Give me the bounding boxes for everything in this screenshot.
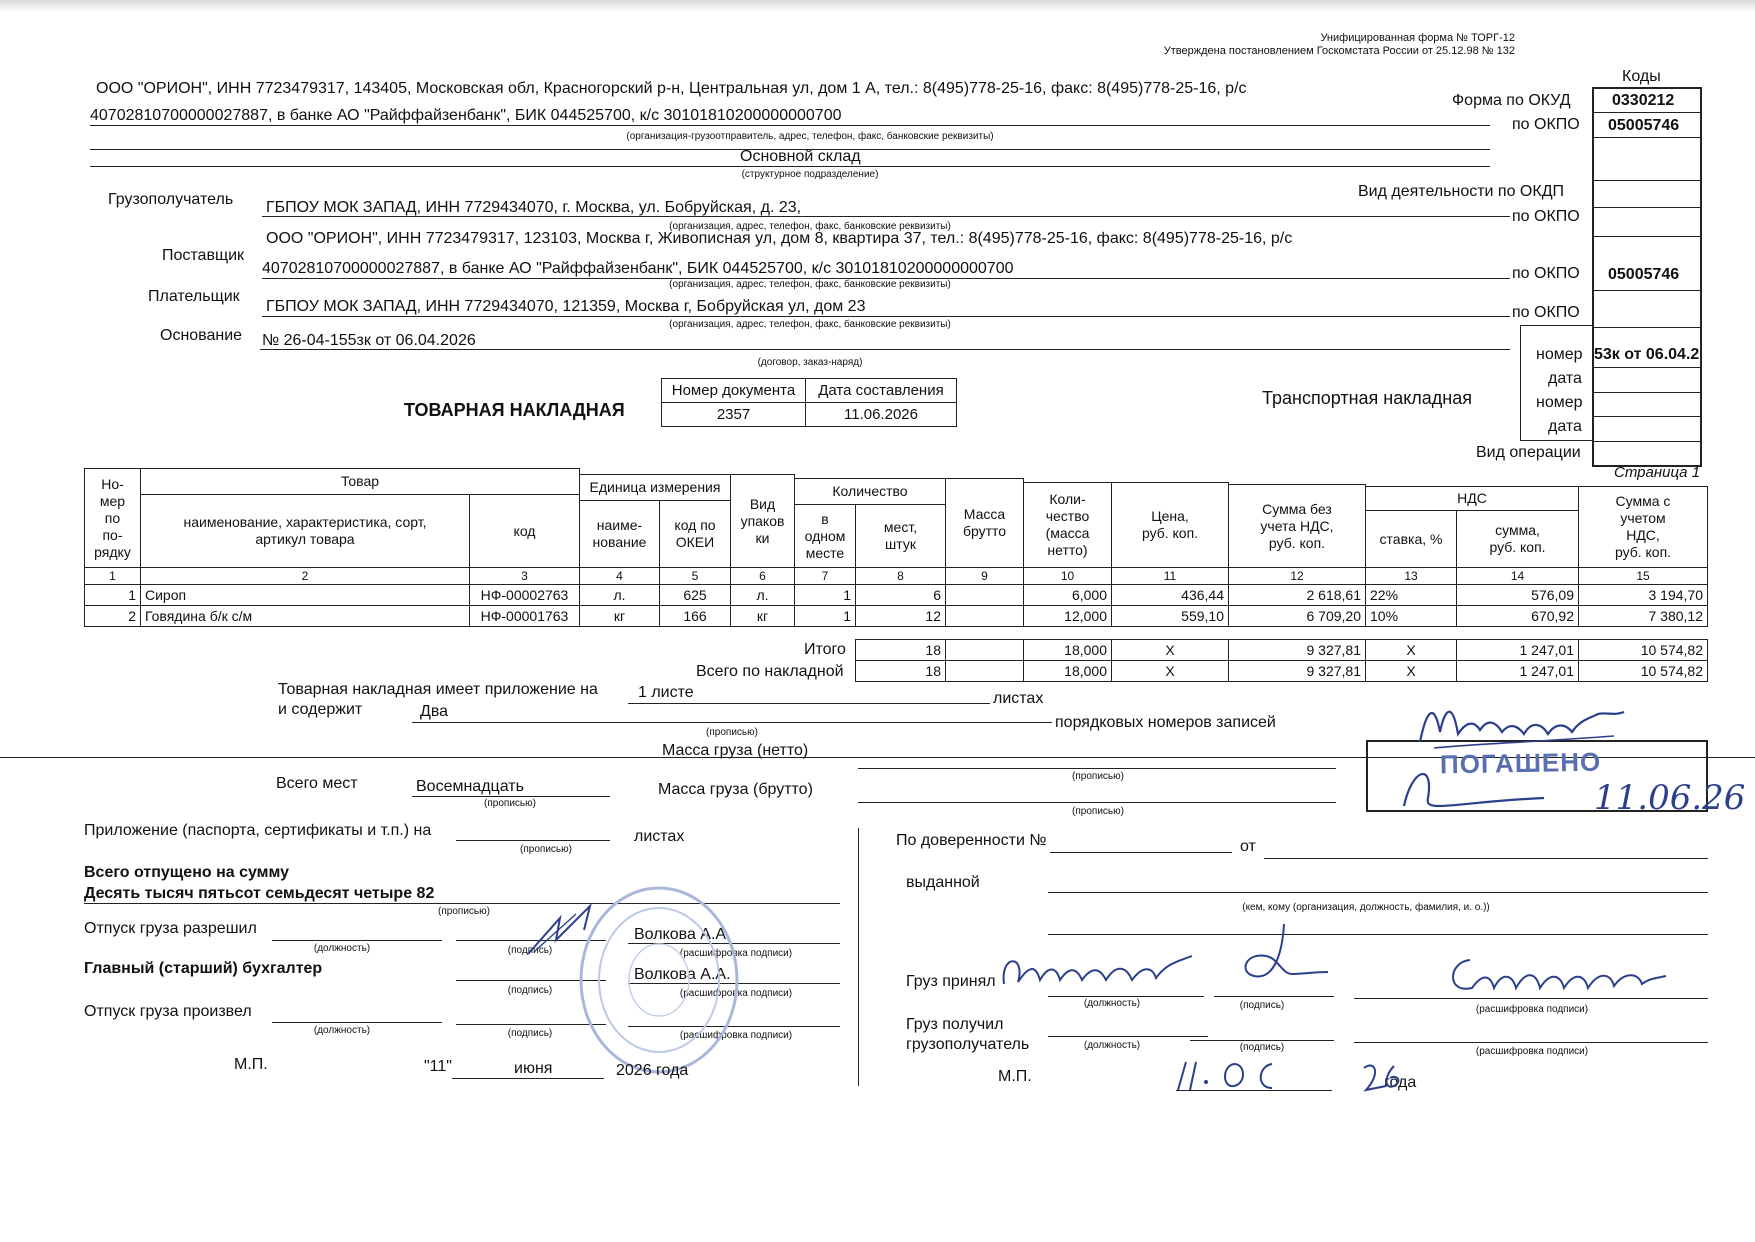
received-label-1: Груз получил bbox=[906, 1016, 1004, 1033]
colnum-13: 13 bbox=[1365, 567, 1457, 585]
cap-signature-3: (подпись) bbox=[507, 1028, 553, 1039]
colnum-3: 3 bbox=[469, 567, 580, 585]
cell-price: 559,10 bbox=[1111, 605, 1229, 627]
propisyu-caption-5: (прописью) bbox=[520, 844, 572, 855]
cell-vat-rate: 10% bbox=[1365, 605, 1457, 627]
number-label-1: номер bbox=[1536, 346, 1583, 363]
th-net: Коли- чество (масса нетто) bbox=[1023, 482, 1112, 568]
propisyu-caption-3: (прописью) bbox=[1072, 771, 1124, 782]
attach-text: Товарная накладная имеет приложение на bbox=[278, 681, 598, 698]
colnum-5: 5 bbox=[659, 567, 731, 585]
codes-header: Коды bbox=[1622, 68, 1661, 85]
okud-value: 0330212 bbox=[1612, 92, 1675, 109]
operation-label: Вид операции bbox=[1476, 444, 1581, 461]
attach-unit: листах bbox=[993, 690, 1044, 707]
itogo-vat: 1 247,01 bbox=[1456, 639, 1579, 661]
cell-total: 7 380,12 bbox=[1578, 605, 1708, 627]
th-vat-rate: ставка, % bbox=[1365, 510, 1457, 568]
vsego-vat: 1 247,01 bbox=[1456, 660, 1579, 682]
supplier-caption: (организация, адрес, телефон, факс, банковские реквизиты) bbox=[669, 279, 951, 290]
itogo-gross bbox=[945, 639, 1024, 661]
cap-signature-1: (подпись) bbox=[507, 945, 553, 956]
cell-sum: 2 618,61 bbox=[1228, 584, 1366, 606]
cell-pack: кг bbox=[730, 605, 795, 627]
itogo-total: 10 574,82 bbox=[1578, 639, 1708, 661]
cell-total: 3 194,70 bbox=[1578, 584, 1708, 606]
page-label: Страница 1 bbox=[1614, 464, 1701, 481]
supplier-line2: 40702810700000027887, в банке АО "Райффайзенбанк", БИК 044525700, к/с 30101810200000000700 bbox=[262, 260, 1014, 277]
signature-accepted-icon bbox=[1232, 918, 1332, 998]
handwritten-date2-icon bbox=[1168, 1056, 1408, 1096]
attach-value: 1 листе bbox=[638, 684, 694, 701]
date-month: июня bbox=[514, 1060, 553, 1077]
vsego-gross bbox=[945, 660, 1024, 682]
cell-unit: л. bbox=[579, 584, 660, 606]
cap-signature-5: (подпись) bbox=[1239, 1042, 1285, 1053]
itogo-net: 18,000 bbox=[1023, 639, 1112, 661]
th-pack: Вид упаков ки bbox=[730, 474, 795, 568]
cap-position-4: (должность) bbox=[1083, 1040, 1141, 1051]
supplier-line1: ООО "ОРИОН", ИНН 7723479317, 123103, Москва г, Живописная ул, дом 8, квартира 37, тел.: 8(495)778-25-16, факс: 8(495)778-25-16, р/с bbox=[266, 230, 1293, 247]
from-label: от bbox=[1240, 838, 1256, 855]
cap-signature-4: (подпись) bbox=[1239, 1000, 1285, 1011]
vsego-sum: 9 327,81 bbox=[1228, 660, 1366, 682]
itogo-price: X bbox=[1111, 639, 1229, 661]
signature-icon bbox=[1414, 692, 1629, 756]
okpo-shipper-value: 05005746 bbox=[1608, 117, 1680, 134]
vsego-label: Всего по накладной bbox=[696, 663, 844, 680]
department-caption: (структурное подразделение) bbox=[741, 169, 879, 180]
cap-position-3: (должность) bbox=[1083, 998, 1141, 1009]
shipper-line2: 40702810700000027887, в банке АО "Райффайзенбанк", БИК 044525700, к/с 30101810200000000700 bbox=[90, 107, 842, 124]
cell-okei: 625 bbox=[659, 584, 731, 606]
date-day: "11" bbox=[424, 1058, 452, 1075]
okud-label: Форма по ОКУД bbox=[1452, 92, 1571, 109]
colnum-4: 4 bbox=[579, 567, 660, 585]
signature-stamp-icon bbox=[1394, 758, 1554, 818]
cell-okei: 166 bbox=[659, 605, 731, 627]
issued-label: выданной bbox=[906, 874, 980, 891]
colnum-7: 7 bbox=[794, 567, 856, 585]
document-title: ТОВАРНАЯ НАКЛАДНАЯ bbox=[404, 400, 625, 420]
cell-qty-places: 6 bbox=[855, 584, 946, 606]
itogo-sum: 9 327,81 bbox=[1228, 639, 1366, 661]
okpo-label-1: по ОКПО bbox=[1512, 116, 1580, 133]
itogo-label: Итого bbox=[804, 641, 846, 658]
doc-date-header: Дата составления bbox=[805, 378, 957, 403]
cell-qty-one: 1 bbox=[794, 605, 856, 627]
net-mass-label: Масса груза (нетто) bbox=[662, 742, 809, 759]
proxy-label: По доверенности № bbox=[896, 832, 1047, 849]
payer-value: ГБПОУ МОК ЗАПАД, ИНН 7729434070, 121359, Москва г, Бобруйская ул, дом 23 bbox=[266, 298, 866, 315]
th-qty-places: мест, штук bbox=[855, 504, 946, 568]
th-qty: Количество bbox=[794, 478, 946, 505]
okpo-label-4: по ОКПО bbox=[1512, 304, 1580, 321]
itogo-places: 18 bbox=[855, 639, 946, 661]
vsego-rate: X bbox=[1365, 660, 1457, 682]
date2-tail: года bbox=[1384, 1074, 1417, 1091]
okpo-supplier-value: 05005746 bbox=[1608, 266, 1680, 283]
round-seal-icon bbox=[574, 880, 744, 1080]
th-goods-name: наименование, характеристика, сорт, артикул товара bbox=[140, 494, 470, 568]
accepted-label: Груз принял bbox=[906, 973, 996, 990]
propisyu-caption-6: (прописью) bbox=[438, 906, 490, 917]
cell-sum: 6 709,20 bbox=[1228, 605, 1366, 627]
cell-code: НФ-00001763 bbox=[469, 605, 580, 627]
colnum-2: 2 bbox=[140, 567, 470, 585]
vsego-total: 10 574,82 bbox=[1578, 660, 1708, 682]
cell-name: Сироп bbox=[140, 584, 470, 606]
cap-signature-2: (подпись) bbox=[507, 985, 553, 996]
colnum-9: 9 bbox=[945, 567, 1024, 585]
date-year: 2026 года bbox=[616, 1062, 689, 1079]
th-price: Цена, руб. коп. bbox=[1111, 482, 1229, 568]
annex-unit: листах bbox=[634, 828, 685, 845]
basis-number-value: 53к от 06.04.2 bbox=[1594, 346, 1700, 363]
cap-decipher-5: (расшифровка подписи) bbox=[1475, 1046, 1589, 1057]
release-allowed-label: Отпуск груза разрешил bbox=[84, 920, 257, 937]
cap-decipher-2: (расшифровка подписи) bbox=[679, 988, 793, 999]
places-label: Всего мест bbox=[276, 775, 358, 792]
gross-mass-label: Масса груза (брутто) bbox=[658, 781, 813, 798]
mp-label-2: М.П. bbox=[998, 1068, 1032, 1085]
cap-position-2: (должность) bbox=[313, 1025, 371, 1036]
basis-caption: (договор, заказ-наряд) bbox=[757, 357, 863, 368]
propisyu-caption-1: (прописью) bbox=[706, 727, 758, 738]
th-goods: Товар bbox=[140, 468, 580, 495]
released-sum-value: Десять тысяч пятьсот семьдесят четыре 82 bbox=[84, 885, 435, 902]
cell-gross bbox=[945, 605, 1024, 627]
contains-label: и содержит bbox=[278, 701, 363, 718]
signature-decipher-icon bbox=[1442, 948, 1672, 1004]
vsego-price: X bbox=[1111, 660, 1229, 682]
date-label-1: дата bbox=[1548, 370, 1582, 387]
cell-no: 1 bbox=[84, 584, 141, 606]
colnum-14: 14 bbox=[1456, 567, 1579, 585]
okdp-label: Вид деятельности по ОКДП bbox=[1358, 183, 1565, 200]
propisyu-caption-2: (прописью) bbox=[484, 798, 536, 809]
supplier-label: Поставщик bbox=[162, 247, 245, 264]
doc-date: 11.06.2026 bbox=[805, 402, 957, 427]
vsego-net: 18,000 bbox=[1023, 660, 1112, 682]
issued-caption: (кем, кому (организация, должность, фамилия, и. о.)) bbox=[1242, 902, 1490, 913]
mp-label-1: М.П. bbox=[234, 1056, 268, 1073]
cell-qty-one: 1 bbox=[794, 584, 856, 606]
shipper-caption: (организация-грузоотправитель, адрес, телефон, факс, банковские реквизиты) bbox=[626, 131, 994, 142]
itogo-rate: X bbox=[1365, 639, 1457, 661]
cell-net: 6,000 bbox=[1023, 584, 1112, 606]
th-code: код bbox=[469, 494, 580, 568]
annex-label: Приложение (паспорта, сертификаты и т.п.) на bbox=[84, 822, 432, 839]
th-unit-okei: код по ОКЕИ bbox=[659, 500, 731, 568]
colnum-15: 15 bbox=[1578, 567, 1708, 585]
chief-accountant-label: Главный (старший) бухгалтер bbox=[84, 960, 323, 977]
colnum-1: 1 bbox=[84, 567, 141, 585]
basis-label: Основание bbox=[160, 327, 243, 344]
form-approved-line: Утверждена постановлением Госкомстата России от 25.12.98 № 132 bbox=[1163, 45, 1515, 57]
colnum-10: 10 bbox=[1023, 567, 1112, 585]
vsego-places: 18 bbox=[855, 660, 946, 682]
cell-no: 2 bbox=[84, 605, 141, 627]
name2: Волкова А.А. bbox=[634, 966, 731, 983]
colnum-11: 11 bbox=[1111, 567, 1229, 585]
received-label-2: грузополучатель bbox=[906, 1036, 1030, 1053]
date-label-2: дата bbox=[1548, 418, 1582, 435]
cap-decipher-3: (расшифровка подписи) bbox=[679, 1030, 793, 1041]
th-no: Но- мер по по- рядку bbox=[84, 468, 141, 568]
doc-number-header: Номер документа bbox=[661, 378, 806, 403]
contains-value: Два bbox=[420, 703, 449, 720]
cap-position-1: (должность) bbox=[313, 943, 371, 954]
department-value: Основной склад bbox=[740, 148, 861, 165]
release-done-label: Отпуск груза произвел bbox=[84, 1003, 252, 1020]
cell-vat-sum: 576,09 bbox=[1456, 584, 1579, 606]
colnum-8: 8 bbox=[855, 567, 946, 585]
cell-net: 12,000 bbox=[1023, 605, 1112, 627]
cell-unit: кг bbox=[579, 605, 660, 627]
consignee-value: ГБПОУ МОК ЗАПАД, ИНН 7729434070, г. Москва, ул. Бобруйская, д. 23, bbox=[266, 199, 802, 216]
doc-number: 2357 bbox=[661, 402, 806, 427]
colnum-6: 6 bbox=[730, 567, 795, 585]
payer-label: Плательщик bbox=[148, 288, 240, 305]
name1: Волкова А.А. bbox=[634, 926, 731, 943]
cell-vat-sum: 670,92 bbox=[1456, 605, 1579, 627]
th-unit-name: наиме- нование bbox=[579, 500, 660, 568]
number-label-2: номер bbox=[1536, 394, 1583, 411]
cell-qty-places: 12 bbox=[855, 605, 946, 627]
records-label: порядковых номеров записей bbox=[1055, 714, 1276, 731]
released-sum-label: Всего отпущено на сумму bbox=[84, 864, 290, 881]
th-unit: Единица измерения bbox=[579, 474, 731, 501]
th-total: Сумма с учетом НДС, руб. коп. bbox=[1578, 486, 1708, 568]
th-vat: НДС bbox=[1365, 486, 1579, 511]
cell-vat-rate: 22% bbox=[1365, 584, 1457, 606]
th-vat-sum: сумма, руб. коп. bbox=[1456, 510, 1579, 568]
th-sum-novat: Сумма без учета НДС, руб. коп. bbox=[1228, 484, 1366, 568]
transport-label: Транспортная накладная bbox=[1262, 388, 1473, 408]
okpo-label-3: по ОКПО bbox=[1512, 265, 1580, 282]
colnum-12: 12 bbox=[1228, 567, 1366, 585]
okpo-label-2: по ОКПО bbox=[1512, 208, 1580, 225]
payer-caption: (организация, адрес, телефон, факс, банковские реквизиты) bbox=[669, 319, 951, 330]
cell-code: НФ-00002763 bbox=[469, 584, 580, 606]
places-value: Восемнадцать bbox=[416, 778, 524, 795]
cap-decipher-4: (расшифровка подписи) bbox=[1475, 1004, 1589, 1015]
th-gross: Масса брутто bbox=[945, 478, 1024, 568]
scan-edge bbox=[0, 0, 1755, 12]
cell-name: Говядина б/к с/м bbox=[140, 605, 470, 627]
handwritten-date: 11.06.26 bbox=[1594, 778, 1746, 818]
basis-value: № 26-04-155зк от 06.04.2026 bbox=[262, 332, 476, 349]
form-unified-line: Унифицированная форма № ТОРГ-12 bbox=[1320, 32, 1515, 44]
consignee-caption: (организация, адрес, телефон, факс, банковские реквизиты) bbox=[669, 221, 951, 232]
shipper-line1: ООО "ОРИОН", ИНН 7723479317, 143405, Московская обл, Красногорский р-н, Центральная ул, дом 1 А, тел.: 8(495)778-25-16, факс: 8(495)778-25-16, р/с bbox=[96, 80, 1247, 97]
cancelled-stamp-text: ПОГАШЕНО bbox=[1439, 746, 1602, 780]
th-qty-one: в одном месте bbox=[794, 504, 856, 568]
consignee-label: Грузополучатель bbox=[108, 191, 234, 208]
cell-price: 436,44 bbox=[1111, 584, 1229, 606]
cell-gross bbox=[945, 584, 1024, 606]
cell-pack: л. bbox=[730, 584, 795, 606]
signature-position-icon bbox=[996, 944, 1196, 1002]
propisyu-caption-4: (прописью) bbox=[1072, 806, 1124, 817]
cap-decipher-1: (расшифровка подписи) bbox=[679, 948, 793, 959]
